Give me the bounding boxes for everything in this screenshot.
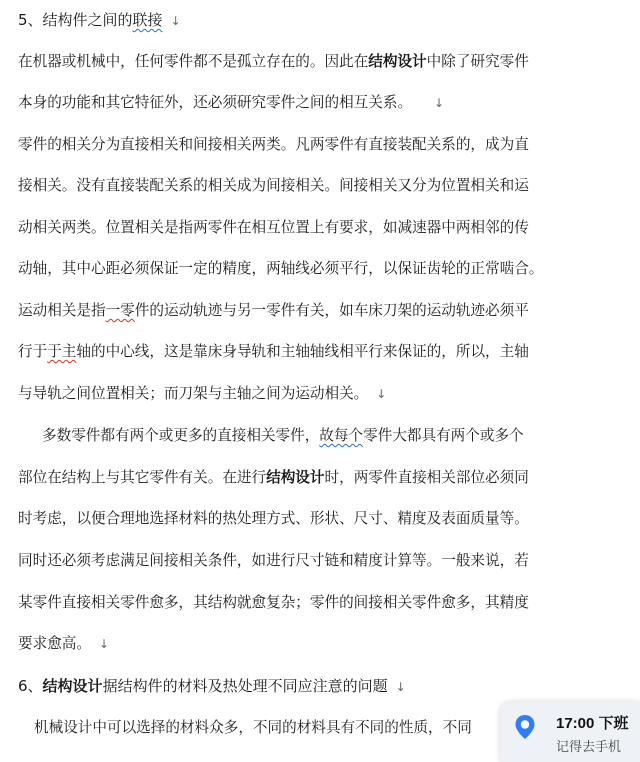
text-line: 动轴，其中心距必须保证一定的精度，两轴线必须平行，以保证齿轮的正常啮合。 <box>18 260 544 277</box>
text-run: 零件大都具有两个或多个 <box>363 427 524 444</box>
paragraph-mark: ↓ <box>434 96 445 110</box>
section-heading-6 <box>18 674 406 698</box>
text-run: 要求愈高。 <box>18 635 91 652</box>
reminder-notification[interactable] <box>500 702 640 762</box>
location-pin-icon <box>514 714 536 740</box>
bold-term: 结构设计 <box>266 469 325 486</box>
notification-subtitle: 记得去手机 <box>556 740 622 755</box>
text-run: 运动相关是指 <box>18 302 106 319</box>
text-line: 某零件直接相关零件愈多，其结构就愈复杂；零件的间接相关零件愈多，其精度 <box>18 594 529 611</box>
text-run: 行于 <box>18 343 48 360</box>
text-run: 多数零件都有两个或更多的直接相关零件， <box>42 427 320 444</box>
notification-time: 17:00 下班 <box>556 715 629 732</box>
text-line <box>18 382 386 406</box>
text-line: 动相关两类。位置相关是指两零件在相互位置上有要求，如减速器中两相邻的传 <box>18 219 529 236</box>
paragraph-mark: ↓ <box>376 387 387 401</box>
text-line <box>18 91 444 115</box>
spellcheck-word: 一零 <box>105 302 135 319</box>
text-line <box>42 424 524 448</box>
text-line <box>18 466 529 490</box>
text-line: 接相关。没有直接装配关系的相关成为间接相关。间接相关又分为位置相关和运 <box>18 177 529 194</box>
text-line <box>18 632 109 656</box>
paragraph-mark: ↓ <box>395 680 406 694</box>
text-line: 机械设计中可以选择的材料众多，不同的材料具有不同的性质，不同 <box>34 719 472 736</box>
paragraph-mark: ↓ <box>170 14 181 28</box>
section-heading-5 <box>18 8 181 32</box>
text-line <box>18 340 529 364</box>
text-run: 部位在结构上与其它零件有关。在进行 <box>18 469 267 486</box>
text-line: 时考虑，以便合理地选择材料的热处理方式、形状、尺寸、精度及表面质量等。 <box>18 510 529 527</box>
text-line: 同时还必须考虑满足间接相关条件，如进行尺寸链和精度计算等。一般来说，若 <box>18 552 529 569</box>
heading-number: 6、 <box>18 677 43 695</box>
text-line <box>18 299 529 323</box>
text-run: 时，两零件直接相关部位必须同 <box>324 469 529 486</box>
text-run: 中除了研究零件 <box>426 53 529 70</box>
text-run: 与导轨之间位置相关；而刀架与主轴之间为运动相关。 <box>18 385 369 402</box>
spellcheck-word: 于主 <box>47 343 77 360</box>
text-line: 零件的相关分为直接相关和间接相关两类。凡两零件有直接装配关系的，成为直 <box>18 136 529 153</box>
heading-text: 5、结构件之间的 <box>18 11 133 29</box>
bold-term: 结构设计 <box>368 53 427 70</box>
text-run: 在机器或机械中，任何零件都不是孤立存在的。因此在 <box>18 53 369 70</box>
paragraph-mark: ↓ <box>98 637 110 651</box>
text-line <box>18 50 529 74</box>
text-run: 件的运动轨迹与另一零件有关，如车床刀架的运动轨迹必须平 <box>134 302 529 319</box>
text-run: 轴的中心线，这是靠床身导轨和主轴轴线相平行来保证的，所以，主轴 <box>76 343 529 360</box>
text-run: 本身的功能和其它特征外，还必须研究零件之间的相互关系。 <box>18 94 413 111</box>
heading-text: 据结构件的材料及热处理不同应注意的问题 <box>102 677 388 695</box>
spellcheck-word: 联接 <box>132 11 163 29</box>
bold-term: 结构设计 <box>42 677 103 695</box>
spellcheck-word: 故每个 <box>319 427 364 444</box>
